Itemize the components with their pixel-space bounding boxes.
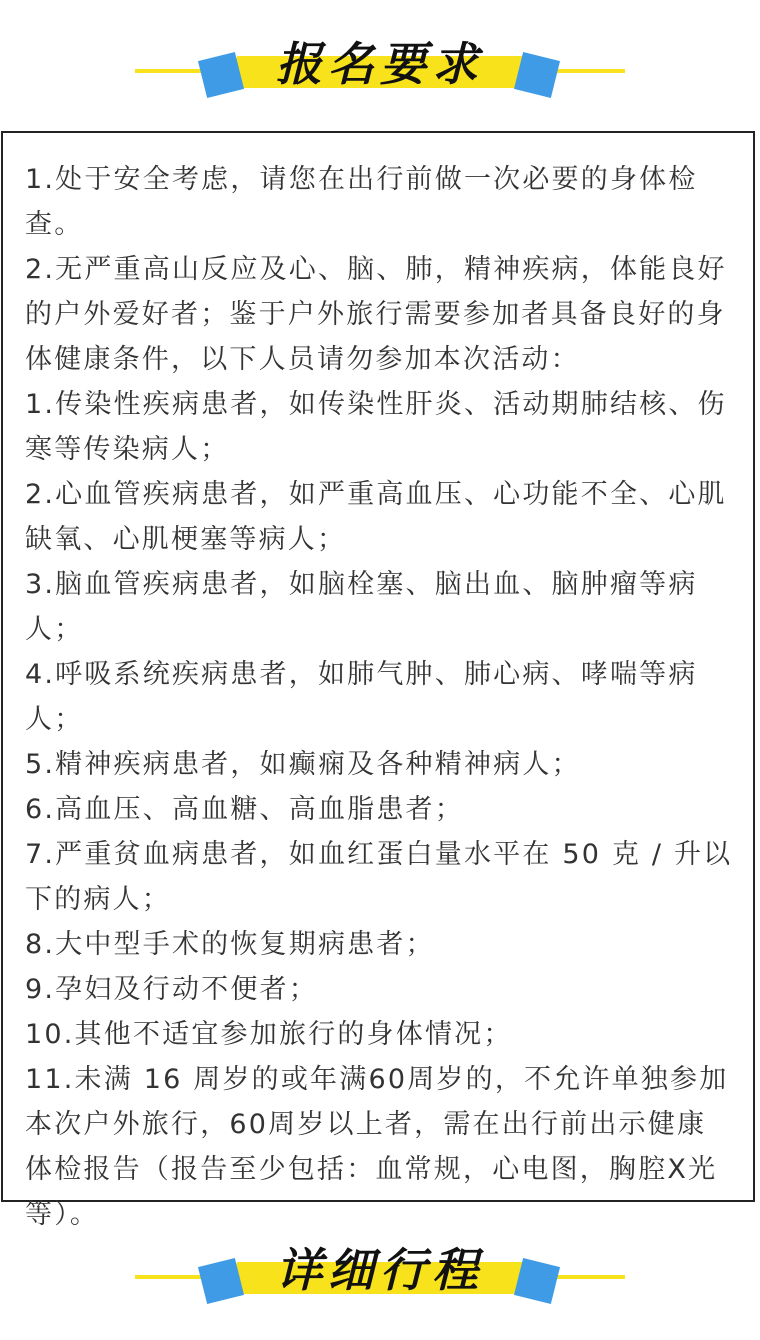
requirement-item: 11.未满 16 周岁的或年满60周岁的，不允许单独参加本次户外旅行，60周岁以上者，需在出行前出示健康体检报告（报告至少包括：血常规，心电图，胸腔X光等）。 xyxy=(25,1064,729,1230)
requirement-item: 10.其他不适宜参加旅行的身体情况； xyxy=(25,1019,513,1050)
requirement-item: 4.呼吸系统疾病患者，如肺气肿、肺心病、哮喘等病人； xyxy=(25,659,698,735)
section-header-itinerary xyxy=(0,1238,760,1318)
requirement-item: 1.传染性疾病患者，如传染性肝炎、活动期肺结核、伤寒等传染病人； xyxy=(25,389,727,465)
requirement-item: 3.脑血管疾病患者，如脑栓塞、脑出血、脑肿瘤等病人； xyxy=(25,569,698,645)
section-header-requirements xyxy=(0,32,760,112)
requirements-box xyxy=(1,131,755,1230)
requirement-item: 2.心血管疾病患者，如严重高血压、心功能不全、心肌缺氧、心肌梗塞等病人； xyxy=(25,479,727,555)
requirement-item: 8.大中型手术的恢复期病患者； xyxy=(25,929,435,960)
requirements-list xyxy=(25,157,733,1237)
requirement-item: 6.高血压、高血糖、高血脂患者； xyxy=(25,794,464,825)
requirement-item: 1.处于安全考虑，请您在出行前做一次必要的身体检查。 xyxy=(25,164,698,240)
requirement-item: 9.孕妇及行动不便者； xyxy=(25,974,318,1005)
section-title-itinerary: 详细行程 xyxy=(276,1243,484,1297)
section-title-requirements: 报名要求 xyxy=(276,37,484,91)
requirement-item: 2.无严重高山反应及心、脑、肺，精神疾病，体能良好的户外爱好者；鉴于户外旅行需要参加者具备良好的身体健康条件，以下人员请勿参加本次活动： xyxy=(25,254,727,375)
requirement-item: 5.精神疾病患者，如癫痫及各种精神病人； xyxy=(25,749,581,780)
requirement-item: 7.严重贫血病患者，如血红蛋白量水平在 50 克 / 升以下的病人； xyxy=(25,839,733,915)
